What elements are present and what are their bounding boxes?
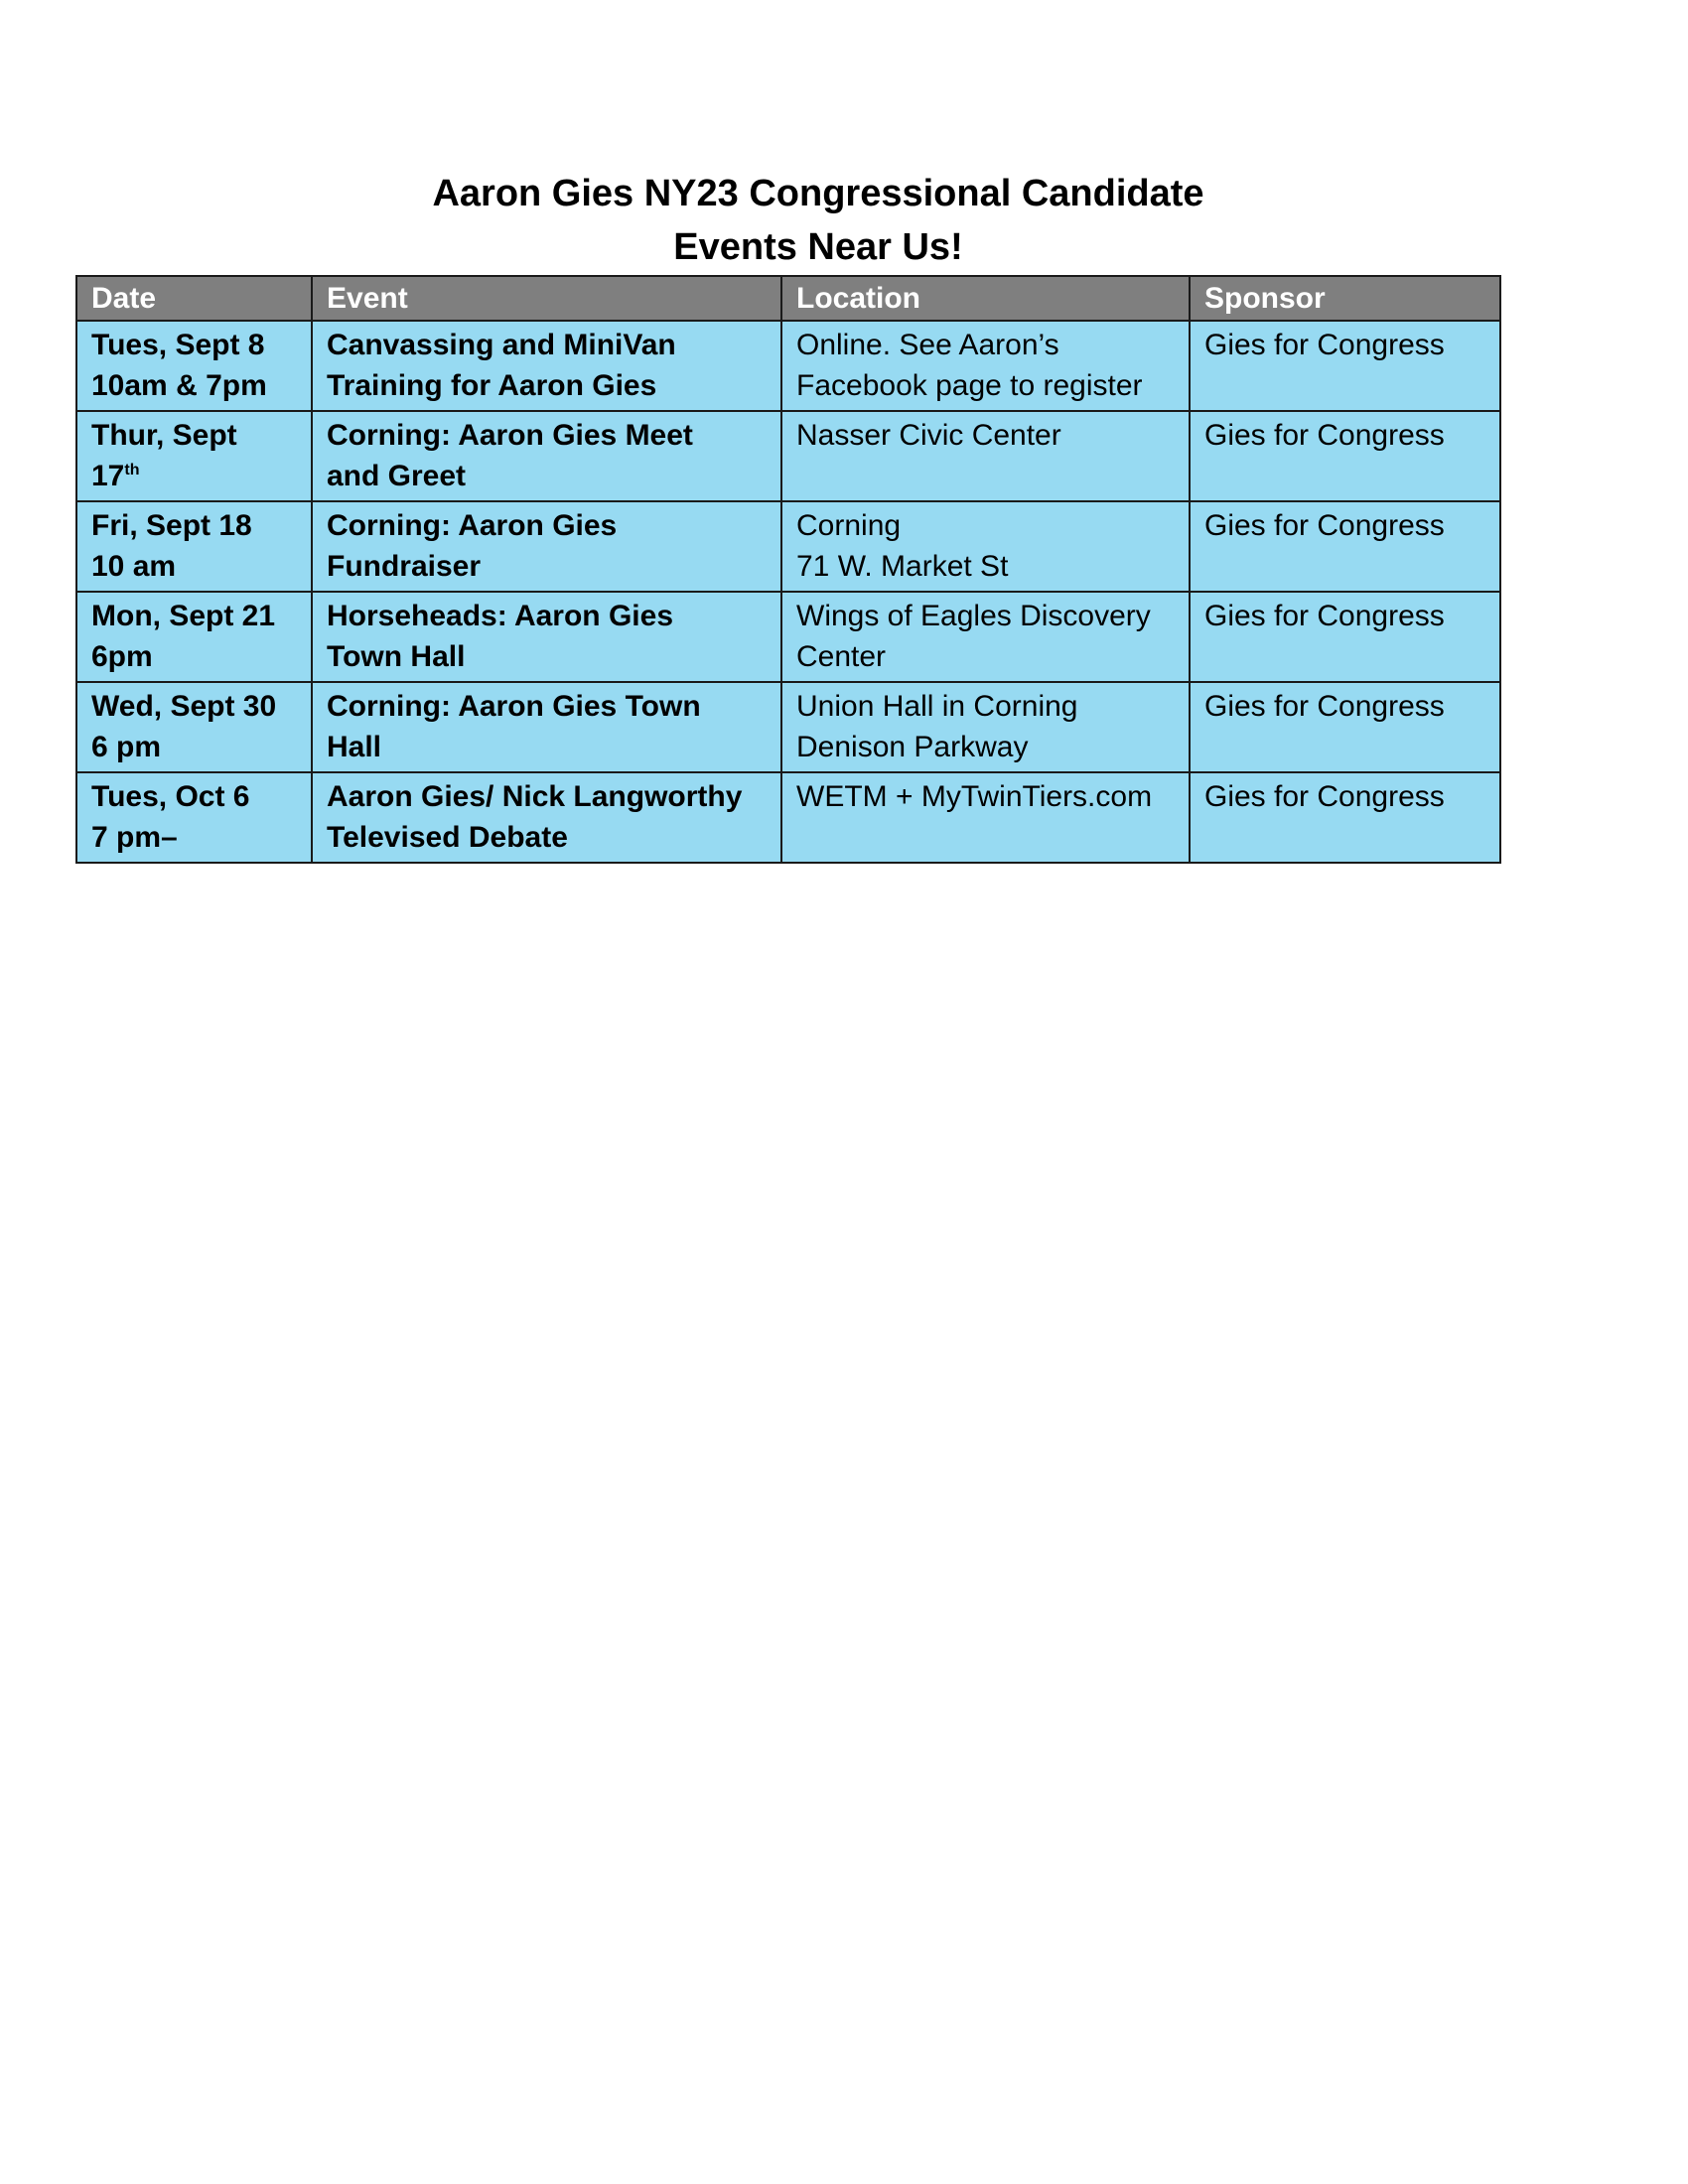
event-name-cell bbox=[312, 772, 781, 863]
event-name-cell bbox=[312, 592, 781, 682]
event-name-line: Corning: Aaron Gies Town bbox=[327, 690, 701, 723]
event-location-line: Center bbox=[796, 640, 887, 673]
event-location-line: Facebook page to register bbox=[796, 369, 1143, 402]
event-location-cell bbox=[781, 682, 1190, 772]
column-header-location: Location bbox=[781, 276, 1190, 321]
table-header-row bbox=[76, 276, 1500, 321]
event-location-line: Corning bbox=[796, 509, 902, 542]
event-date-line: Fri, Sept 18 bbox=[91, 509, 252, 542]
event-name-line: Town Hall bbox=[327, 640, 466, 673]
event-sponsor-cell: Gies for Congress bbox=[1190, 321, 1500, 411]
event-name-line: and Greet bbox=[327, 460, 467, 492]
event-location-line: Union Hall in Corning bbox=[796, 690, 1078, 723]
event-date-cell bbox=[76, 682, 312, 772]
ordinal-suffix: th bbox=[124, 462, 140, 478]
event-date-line: Wed, Sept 30 bbox=[91, 690, 277, 723]
event-name-line: Training for Aaron Gies bbox=[327, 369, 657, 402]
event-date-cell bbox=[76, 321, 312, 411]
event-name-line: Aaron Gies/ Nick Langworthy bbox=[327, 780, 743, 813]
event-date-line bbox=[91, 456, 297, 496]
event-sponsor-cell: Gies for Congress bbox=[1190, 682, 1500, 772]
event-day-number: 17 bbox=[91, 460, 125, 492]
page-subtitle: Events Near Us! bbox=[673, 226, 963, 268]
event-name-line: Corning: Aaron Gies bbox=[327, 509, 618, 542]
event-date-cell bbox=[76, 411, 312, 501]
column-header-sponsor: Sponsor bbox=[1190, 276, 1500, 321]
event-name-line: Fundraiser bbox=[327, 550, 482, 583]
event-time-line: 10am & 7pm bbox=[91, 369, 267, 402]
table-row bbox=[76, 321, 1500, 411]
event-time-line: 6 pm bbox=[91, 731, 162, 763]
table-row bbox=[76, 772, 1500, 863]
event-location-cell bbox=[781, 321, 1190, 411]
events-table bbox=[75, 275, 1501, 864]
event-location-cell bbox=[781, 501, 1190, 592]
event-date-cell bbox=[76, 592, 312, 682]
event-location-line: Wings of Eagles Discovery bbox=[796, 600, 1151, 632]
event-time-line: 6pm bbox=[91, 640, 153, 673]
event-location-cell bbox=[781, 772, 1190, 863]
event-name-line: Televised Debate bbox=[327, 821, 568, 854]
event-date-line: Tues, Oct 6 bbox=[91, 780, 250, 813]
event-location-line: Online. See Aaron’s bbox=[796, 329, 1059, 361]
event-sponsor-cell: Gies for Congress bbox=[1190, 501, 1500, 592]
table-row bbox=[76, 682, 1500, 772]
event-date-cell bbox=[76, 501, 312, 592]
event-name-cell bbox=[312, 682, 781, 772]
event-sponsor-cell: Gies for Congress bbox=[1190, 592, 1500, 682]
event-sponsor-cell: Gies for Congress bbox=[1190, 411, 1500, 501]
column-header-event: Event bbox=[312, 276, 781, 321]
column-header-date: Date bbox=[76, 276, 312, 321]
event-date-line: Mon, Sept 21 bbox=[91, 600, 276, 632]
table-row bbox=[76, 411, 1500, 501]
event-name-cell bbox=[312, 321, 781, 411]
event-location-line: Nasser Civic Center bbox=[796, 419, 1061, 452]
event-time-line: 10 am bbox=[91, 550, 177, 583]
event-name-cell bbox=[312, 411, 781, 501]
event-name-line: Canvassing and MiniVan bbox=[327, 329, 676, 361]
event-location-cell bbox=[781, 592, 1190, 682]
event-name-line: Horseheads: Aaron Gies bbox=[327, 600, 673, 632]
table-row bbox=[76, 501, 1500, 592]
event-sponsor-cell: Gies for Congress bbox=[1190, 772, 1500, 863]
event-location-line: 71 W. Market St bbox=[796, 550, 1009, 583]
event-location-cell bbox=[781, 411, 1190, 501]
event-location-line: Denison Parkway bbox=[796, 731, 1029, 763]
event-date-line: Thur, Sept bbox=[91, 419, 237, 452]
event-name-line: Corning: Aaron Gies Meet bbox=[327, 419, 693, 452]
event-date-cell bbox=[76, 772, 312, 863]
event-location-line: WETM + MyTwinTiers.com bbox=[796, 780, 1153, 813]
table-row bbox=[76, 592, 1500, 682]
event-date-line: Tues, Sept 8 bbox=[91, 329, 265, 361]
event-name-line: Hall bbox=[327, 731, 382, 763]
event-name-cell bbox=[312, 501, 781, 592]
event-time-line: 7 pm– bbox=[91, 821, 178, 854]
page-title: Aaron Gies NY23 Congressional Candidate bbox=[432, 173, 1204, 214]
